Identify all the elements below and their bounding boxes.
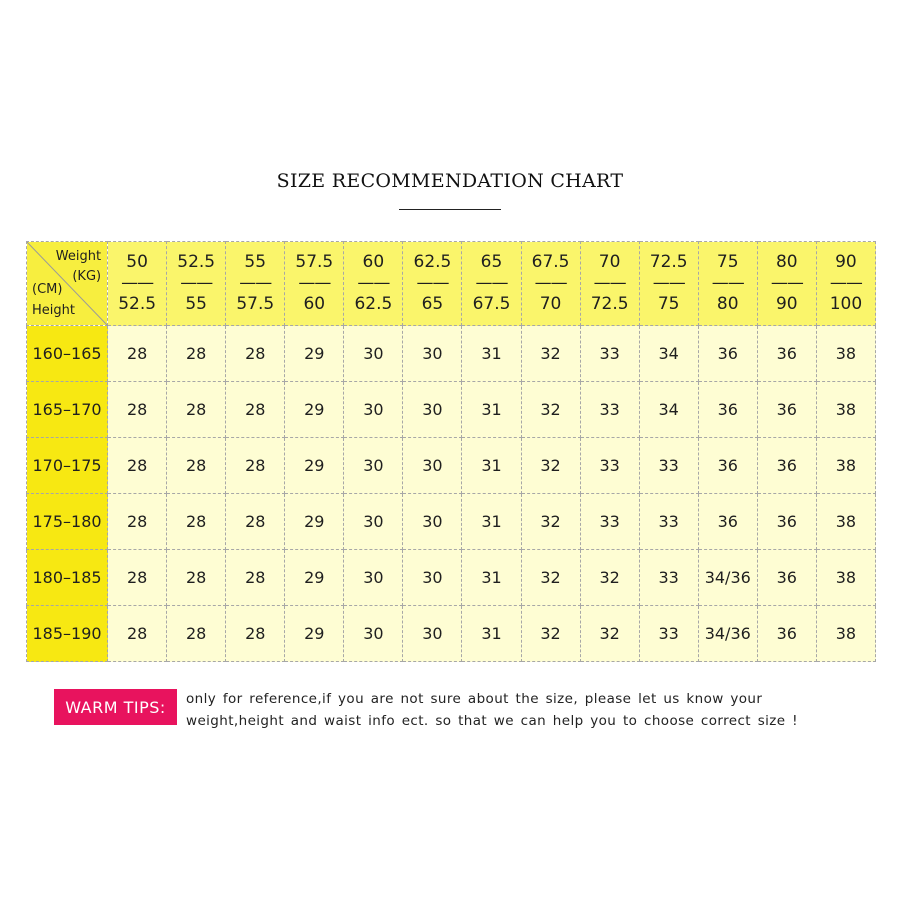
weight-range-to: 57.5 — [236, 294, 275, 314]
size-cell: 30 — [403, 606, 462, 662]
size-cell: 38 — [816, 606, 875, 662]
size-cell: 30 — [344, 606, 403, 662]
weight-range-header — [108, 242, 167, 326]
size-cell: 36 — [698, 438, 757, 494]
size-cell: 28 — [108, 438, 167, 494]
size-cell: 30 — [344, 382, 403, 438]
size-cell: 30 — [344, 494, 403, 550]
size-cell: 33 — [639, 494, 698, 550]
size-cell: 31 — [462, 550, 521, 606]
weight-range-from: 65 — [480, 252, 503, 272]
weight-range-header — [403, 242, 462, 326]
size-cell: 32 — [521, 494, 580, 550]
height-range-header: 165–170 — [27, 382, 108, 438]
size-cell: 28 — [108, 494, 167, 550]
size-cell: 30 — [403, 494, 462, 550]
size-cell: 36 — [757, 438, 816, 494]
weight-range-to: 100 — [829, 294, 863, 314]
weight-range-separator: —— — [534, 273, 567, 293]
weight-range-to: 55 — [185, 294, 207, 314]
weight-range-separator: —— — [770, 273, 803, 293]
title-underline — [399, 209, 501, 210]
weight-range-header — [698, 242, 757, 326]
weight-range-to: 67.5 — [472, 294, 511, 314]
size-cell: 28 — [167, 438, 226, 494]
weight-range-from: 90 — [835, 252, 857, 272]
height-label: Height — [32, 303, 75, 318]
size-cell: 29 — [285, 550, 344, 606]
weight-range-header — [580, 242, 639, 326]
size-cell: 29 — [285, 382, 344, 438]
weight-header-row — [27, 242, 876, 326]
weight-range-header — [639, 242, 698, 326]
weight-range-header — [521, 242, 580, 326]
weight-range-header — [757, 242, 816, 326]
weight-range-separator: —— — [298, 273, 331, 293]
size-cell: 36 — [757, 606, 816, 662]
weight-range-from: 70 — [598, 252, 621, 272]
weight-range-from: 60 — [362, 252, 385, 272]
size-cell: 34 — [639, 382, 698, 438]
size-cell: 28 — [226, 382, 285, 438]
weight-range-separator: —— — [239, 273, 272, 293]
weight-range-header — [167, 242, 226, 326]
size-cell: 28 — [167, 606, 226, 662]
size-cell: 32 — [521, 382, 580, 438]
weight-range-from: 55 — [244, 252, 267, 272]
weight-unit: (KG) — [72, 269, 102, 284]
size-cell: 38 — [816, 326, 875, 382]
size-cell: 28 — [226, 550, 285, 606]
weight-range-separator: —— — [121, 273, 154, 293]
size-cell: 30 — [403, 438, 462, 494]
size-chart-table — [26, 241, 876, 662]
size-cell: 33 — [580, 494, 639, 550]
table-row — [27, 438, 876, 494]
weight-range-to: 52.5 — [118, 294, 157, 314]
size-cell: 36 — [698, 494, 757, 550]
weight-range-header — [226, 242, 285, 326]
size-cell: 28 — [167, 550, 226, 606]
size-cell: 31 — [462, 326, 521, 382]
size-cell: 33 — [580, 326, 639, 382]
size-cell: 32 — [521, 438, 580, 494]
weight-label: Weight — [55, 249, 102, 264]
size-cell: 31 — [462, 382, 521, 438]
weight-range-from: 52.5 — [177, 252, 216, 272]
weight-range-to: 75 — [657, 294, 680, 314]
size-cell: 31 — [462, 494, 521, 550]
warm-tips-badge: WARM TIPS: — [54, 689, 177, 725]
weight-range-from: 62.5 — [413, 252, 452, 272]
weight-range-from: 67.5 — [531, 252, 570, 272]
size-cell: 32 — [521, 606, 580, 662]
size-cell: 29 — [285, 326, 344, 382]
weight-range-separator: —— — [416, 273, 449, 293]
weight-range-to: 90 — [775, 294, 798, 314]
table-row — [27, 606, 876, 662]
size-cell: 38 — [816, 438, 875, 494]
size-cell: 34/36 — [698, 606, 757, 662]
size-cell: 30 — [403, 326, 462, 382]
size-cell: 28 — [108, 606, 167, 662]
height-range-header: 185–190 — [27, 606, 108, 662]
size-cell: 38 — [816, 382, 875, 438]
size-cell: 28 — [108, 550, 167, 606]
weight-range-header — [816, 242, 875, 326]
weight-range-to: 80 — [716, 294, 739, 314]
weight-range-to: 65 — [421, 294, 444, 314]
weight-range-separator: —— — [829, 273, 862, 293]
size-cell: 30 — [344, 550, 403, 606]
size-cell: 28 — [167, 326, 226, 382]
height-range-header: 170–175 — [27, 438, 108, 494]
size-cell: 28 — [226, 438, 285, 494]
table-row — [27, 326, 876, 382]
height-range-header: 175–180 — [27, 494, 108, 550]
size-cell: 36 — [698, 382, 757, 438]
table-row — [27, 494, 876, 550]
size-cell: 32 — [521, 326, 580, 382]
size-cell: 29 — [285, 438, 344, 494]
size-cell: 28 — [108, 326, 167, 382]
size-cell: 28 — [226, 606, 285, 662]
size-cell: 28 — [226, 494, 285, 550]
size-cell: 28 — [167, 494, 226, 550]
weight-range-from: 72.5 — [649, 252, 688, 272]
size-cell: 34 — [639, 326, 698, 382]
size-cell: 30 — [403, 382, 462, 438]
size-cell: 28 — [167, 382, 226, 438]
size-cell: 36 — [698, 326, 757, 382]
weight-range-header — [285, 242, 344, 326]
size-cell: 29 — [285, 494, 344, 550]
size-cell: 30 — [344, 438, 403, 494]
size-cell: 36 — [757, 550, 816, 606]
weight-range-to: 70 — [539, 294, 562, 314]
warm-tips-text: only for reference,if you are not sure about the size, please let us know your weight,height and waist info ect. so that we can help you to choose correct size ! — [186, 691, 798, 729]
weight-range-to: 62.5 — [354, 294, 393, 314]
size-cell: 36 — [757, 326, 816, 382]
height-range-header: 180–185 — [27, 550, 108, 606]
size-cell: 29 — [285, 606, 344, 662]
weight-range-separator: —— — [711, 273, 744, 293]
size-cell: 38 — [816, 494, 875, 550]
chart-title: SIZE RECOMMENDATION CHART — [276, 170, 624, 192]
weight-range-to: 60 — [303, 294, 326, 314]
weight-range-separator: —— — [180, 273, 213, 293]
weight-range-separator: —— — [475, 273, 508, 293]
weight-range-from: 57.5 — [295, 252, 334, 272]
size-cell: 30 — [344, 326, 403, 382]
size-cell: 32 — [580, 550, 639, 606]
size-cell: 32 — [521, 550, 580, 606]
size-cell: 36 — [757, 382, 816, 438]
table-row — [27, 550, 876, 606]
table-row — [27, 382, 876, 438]
size-cell: 31 — [462, 606, 521, 662]
weight-range-to: 72.5 — [590, 294, 629, 314]
weight-range-header — [462, 242, 521, 326]
size-cell: 33 — [580, 382, 639, 438]
size-cell: 28 — [226, 326, 285, 382]
size-chart-body — [27, 326, 876, 662]
size-cell: 31 — [462, 438, 521, 494]
weight-range-from: 75 — [716, 252, 739, 272]
size-cell: 38 — [816, 550, 875, 606]
size-cell: 34/36 — [698, 550, 757, 606]
height-unit: (CM) — [32, 282, 63, 297]
weight-range-from: 50 — [126, 252, 148, 272]
weight-range-separator: —— — [357, 273, 390, 293]
size-cell: 33 — [639, 606, 698, 662]
corner-header-cell — [27, 242, 108, 326]
size-cell: 33 — [580, 438, 639, 494]
weight-range-header — [344, 242, 403, 326]
height-range-header: 160–165 — [27, 326, 108, 382]
size-cell: 32 — [580, 606, 639, 662]
size-cell: 33 — [639, 438, 698, 494]
size-cell: 28 — [108, 382, 167, 438]
size-cell: 30 — [403, 550, 462, 606]
size-cell: 36 — [757, 494, 816, 550]
weight-range-from: 80 — [775, 252, 798, 272]
weight-range-separator: —— — [593, 273, 626, 293]
size-cell: 33 — [639, 550, 698, 606]
weight-range-separator: —— — [652, 273, 685, 293]
